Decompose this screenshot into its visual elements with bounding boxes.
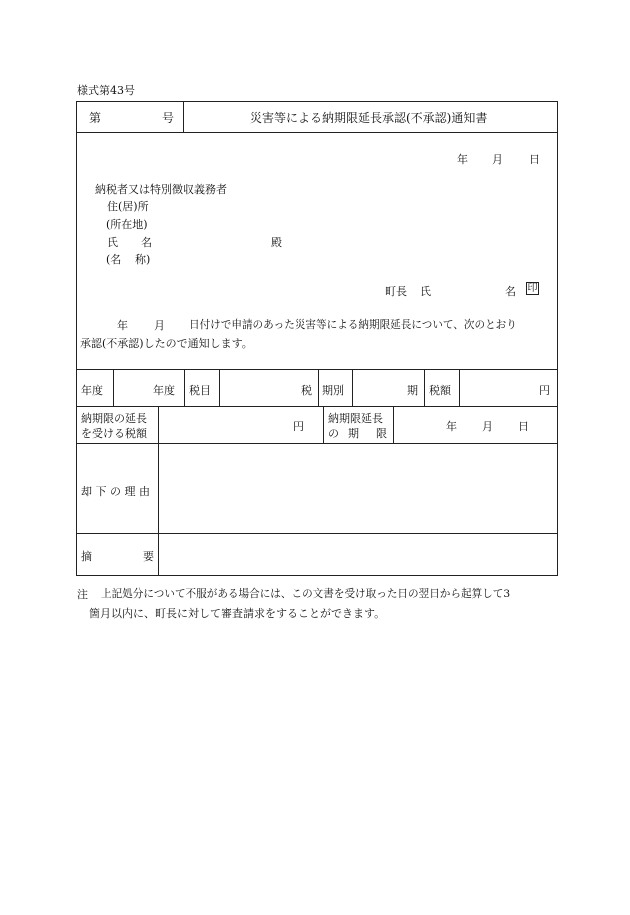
form-number: 様式第43号 bbox=[77, 84, 135, 97]
period-unit: 期 bbox=[407, 384, 418, 397]
address-label: 住(居)所 bbox=[107, 200, 149, 213]
label-column-divider bbox=[158, 406, 159, 576]
period-label: 期別 bbox=[322, 384, 344, 397]
extended-deadline-label-2b: 期 bbox=[348, 427, 359, 440]
body-text-line1: 日付けで申請のあった災害等による納期限延長について、次のとおり bbox=[189, 319, 517, 331]
issuer-name-label-2: 名 bbox=[505, 285, 516, 298]
addressee-heading: 納税者又は特別徴収義務者 bbox=[95, 183, 227, 196]
header-divider bbox=[76, 132, 558, 133]
fiscal-year-label: 年度 bbox=[81, 384, 103, 397]
deadline-month: 月 bbox=[482, 420, 493, 433]
row1-divider-a bbox=[113, 369, 114, 407]
tax-item-unit: 税 bbox=[301, 384, 312, 397]
row1-divider-c bbox=[219, 369, 220, 407]
body-text-line2: 承認(不承認)したので通知します。 bbox=[80, 337, 253, 350]
seal-stamp-box: 印 bbox=[527, 283, 538, 294]
body-year: 年 bbox=[117, 319, 128, 332]
extended-deadline-label-2a: の bbox=[328, 427, 339, 440]
remarks-row-top-border bbox=[76, 533, 558, 534]
date-year: 年 bbox=[457, 153, 468, 166]
note-line2: 箇月以内に、町長に対して審査請求をすることができます。 bbox=[89, 607, 386, 620]
extension-amount-label-2: を受ける税額 bbox=[81, 427, 147, 440]
deadline-day: 日 bbox=[518, 420, 529, 433]
row1-divider-f bbox=[424, 369, 425, 407]
extended-deadline-label-1: 納期限延長 bbox=[328, 412, 383, 425]
document-number-prefix: 第 bbox=[89, 111, 102, 125]
document-title: 災害等による納期限延長承認(不承認)通知書 bbox=[250, 111, 488, 125]
reason-row-top-border bbox=[76, 443, 558, 444]
row1-divider-b bbox=[184, 369, 185, 407]
corp-name-label-1: (名 bbox=[106, 253, 122, 266]
extended-deadline-label-2c: 限 bbox=[376, 427, 387, 440]
date-month: 月 bbox=[492, 153, 503, 166]
deadline-year: 年 bbox=[446, 420, 457, 433]
date-day: 日 bbox=[529, 153, 540, 166]
row1-divider-e bbox=[352, 369, 353, 407]
note-label: 注 bbox=[77, 588, 88, 601]
remarks-label-1: 摘 bbox=[81, 550, 92, 563]
header-column-divider bbox=[183, 101, 184, 133]
name-label-1: 氏 bbox=[107, 236, 118, 249]
row1-divider-d bbox=[318, 369, 319, 407]
issuer-name-label-1: 氏 bbox=[420, 285, 431, 298]
corp-name-label-2: 称) bbox=[135, 253, 151, 266]
row2-divider-a bbox=[323, 406, 324, 444]
name-label-2: 名 bbox=[141, 236, 152, 249]
document-number-suffix: 号 bbox=[162, 111, 175, 125]
row2-divider-b bbox=[393, 406, 394, 444]
fiscal-year-unit: 年度 bbox=[153, 384, 175, 397]
remarks-label-2: 要 bbox=[143, 550, 154, 563]
tax-amount-unit: 円 bbox=[539, 384, 550, 397]
location-label: (所在地) bbox=[106, 218, 148, 231]
row1-top-border bbox=[76, 369, 558, 370]
honorific: 殿 bbox=[271, 236, 282, 249]
row2-top-border bbox=[76, 406, 558, 407]
issuer-title: 町長 bbox=[385, 285, 407, 298]
body-month: 月 bbox=[154, 319, 165, 332]
extension-amount-unit: 円 bbox=[293, 420, 304, 433]
note-line1: 上記処分について不服がある場合には、この文書を受け取った日の翌日から起算して3 bbox=[101, 588, 511, 600]
tax-amount-label: 税額 bbox=[429, 384, 451, 397]
rejection-reason-label: 却 下 の 理 由 bbox=[81, 485, 150, 498]
extension-amount-label-1: 納期限の延長 bbox=[81, 412, 147, 425]
tax-item-label: 税目 bbox=[189, 384, 211, 397]
row1-divider-g bbox=[459, 369, 460, 407]
